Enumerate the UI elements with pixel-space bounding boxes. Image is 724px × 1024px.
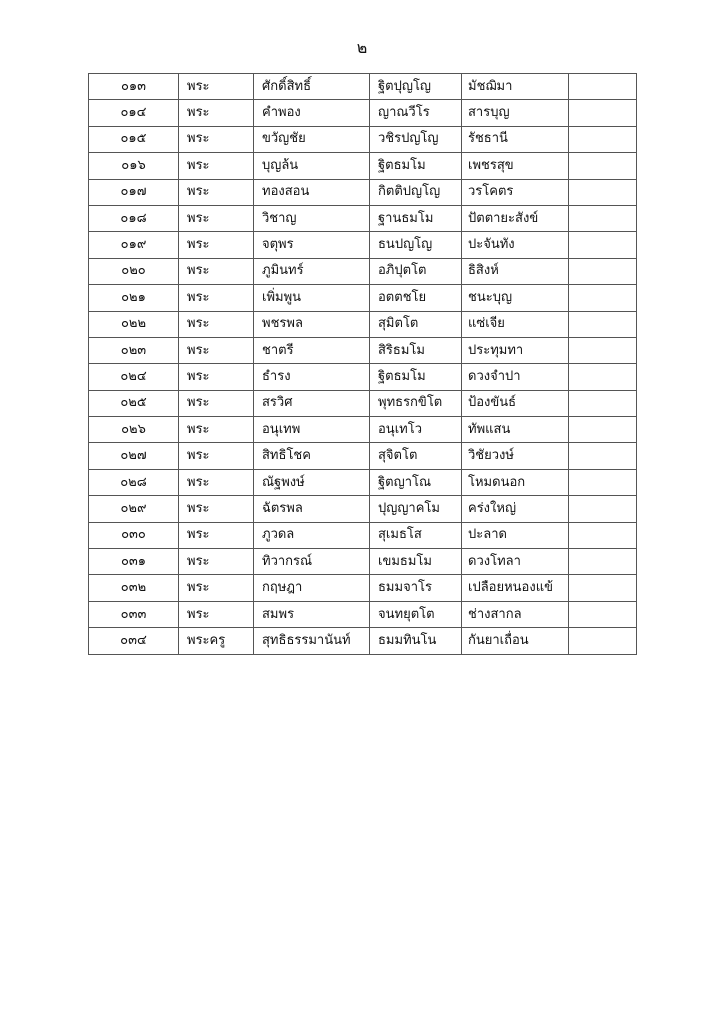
title-cell: พระครู (179, 628, 254, 654)
row-number-cell: ๐๓๑ (89, 549, 179, 575)
table-row (89, 126, 637, 152)
first-name-cell: ภูวดล (254, 522, 370, 548)
title-cell: พระ (179, 232, 254, 258)
table-row (89, 153, 637, 179)
note-cell (569, 179, 637, 205)
row-number-cell: ๐๑๘ (89, 205, 179, 231)
monastic-name-cell: กิตติปญโญ (370, 179, 462, 205)
first-name-cell: ณัฐพงษ์ (254, 469, 370, 495)
note-cell (569, 469, 637, 495)
roster-table (88, 73, 637, 655)
surname-cell: ธิสิงห์ (462, 258, 569, 284)
monastic-name-cell: ธมมทินโน (370, 628, 462, 654)
surname-cell: กันยาเถื่อน (462, 628, 569, 654)
row-number-cell: ๐๑๙ (89, 232, 179, 258)
roster-body (89, 74, 637, 655)
monastic-name-cell: ฐิตธมโม (370, 364, 462, 390)
table-row (89, 100, 637, 126)
surname-cell: ทัพแสน (462, 417, 569, 443)
first-name-cell: ทิวากรณ์ (254, 549, 370, 575)
title-cell: พระ (179, 364, 254, 390)
surname-cell: ปะจันทัง (462, 232, 569, 258)
monastic-name-cell: ฐิตธมโม (370, 153, 462, 179)
monastic-name-cell: ฐานธมโม (370, 205, 462, 231)
note-cell (569, 205, 637, 231)
row-number-cell: ๐๒๓ (89, 337, 179, 363)
row-number-cell: ๐๑๓ (89, 74, 179, 100)
table-row (89, 285, 637, 311)
row-number-cell: ๐๒๔ (89, 364, 179, 390)
surname-cell: วรโคตร (462, 179, 569, 205)
title-cell: พระ (179, 469, 254, 495)
title-cell: พระ (179, 549, 254, 575)
first-name-cell: อนุเทพ (254, 417, 370, 443)
first-name-cell: สมพร (254, 601, 370, 627)
row-number-cell: ๐๓๒ (89, 575, 179, 601)
note-cell (569, 285, 637, 311)
first-name-cell: สรวิศ (254, 390, 370, 416)
first-name-cell: บุญล้น (254, 153, 370, 179)
row-number-cell: ๐๑๕ (89, 126, 179, 152)
surname-cell: ชนะบุญ (462, 285, 569, 311)
first-name-cell: เพิ่มพูน (254, 285, 370, 311)
note-cell (569, 628, 637, 654)
surname-cell: ปะลาด (462, 522, 569, 548)
first-name-cell: ชาตรี (254, 337, 370, 363)
note-cell (569, 337, 637, 363)
table-row (89, 179, 637, 205)
row-number-cell: ๐๑๔ (89, 100, 179, 126)
title-cell: พระ (179, 285, 254, 311)
monastic-name-cell: ปุญญาคโม (370, 496, 462, 522)
note-cell (569, 258, 637, 284)
note-cell (569, 153, 637, 179)
title-cell: พระ (179, 205, 254, 231)
first-name-cell: พชรพล (254, 311, 370, 337)
title-cell: พระ (179, 74, 254, 100)
title-cell: พระ (179, 258, 254, 284)
monastic-name-cell: วชิรปญโญ (370, 126, 462, 152)
row-number-cell: ๐๓๔ (89, 628, 179, 654)
row-number-cell: ๐๑๗ (89, 179, 179, 205)
first-name-cell: คำพอง (254, 100, 370, 126)
note-cell (569, 496, 637, 522)
first-name-cell: กฤษฎา (254, 575, 370, 601)
note-cell (569, 522, 637, 548)
row-number-cell: ๐๑๖ (89, 153, 179, 179)
surname-cell: เพชรสุข (462, 153, 569, 179)
monastic-name-cell: จนทยุตโต (370, 601, 462, 627)
monastic-name-cell: อภิปุตโต (370, 258, 462, 284)
surname-cell: ประทุมทา (462, 337, 569, 363)
table-row (89, 443, 637, 469)
monastic-name-cell: ธนปญโญ (370, 232, 462, 258)
table-row (89, 549, 637, 575)
note-cell (569, 100, 637, 126)
note-cell (569, 575, 637, 601)
table-row (89, 232, 637, 258)
note-cell (569, 390, 637, 416)
table-row (89, 74, 637, 100)
row-number-cell: ๐๒๐ (89, 258, 179, 284)
monastic-name-cell: สุเมธโส (370, 522, 462, 548)
title-cell: พระ (179, 575, 254, 601)
table-row (89, 205, 637, 231)
note-cell (569, 417, 637, 443)
table-row (89, 469, 637, 495)
first-name-cell: สิทธิโชค (254, 443, 370, 469)
monastic-name-cell: อตตชโย (370, 285, 462, 311)
monastic-name-cell: เขมธมโม (370, 549, 462, 575)
note-cell (569, 232, 637, 258)
monastic-name-cell: สิริธมโม (370, 337, 462, 363)
note-cell (569, 601, 637, 627)
title-cell: พระ (179, 100, 254, 126)
table-row (89, 337, 637, 363)
title-cell: พระ (179, 179, 254, 205)
title-cell: พระ (179, 601, 254, 627)
table-row (89, 575, 637, 601)
table-row (89, 390, 637, 416)
row-number-cell: ๐๒๘ (89, 469, 179, 495)
surname-cell: คร่งใหญ่ (462, 496, 569, 522)
title-cell: พระ (179, 417, 254, 443)
table-row (89, 417, 637, 443)
note-cell (569, 74, 637, 100)
title-cell: พระ (179, 390, 254, 416)
monastic-name-cell: สุจิตโต (370, 443, 462, 469)
title-cell: พระ (179, 522, 254, 548)
monastic-name-cell: ฐิตญาโณ (370, 469, 462, 495)
row-number-cell: ๐๒๖ (89, 417, 179, 443)
table-row (89, 364, 637, 390)
monastic-name-cell: สุมิตโต (370, 311, 462, 337)
surname-cell: ปัตตายะสังข์ (462, 205, 569, 231)
table-row (89, 496, 637, 522)
note-cell (569, 126, 637, 152)
monastic-name-cell: ญาณวีโร (370, 100, 462, 126)
first-name-cell: ธำรง (254, 364, 370, 390)
title-cell: พระ (179, 126, 254, 152)
first-name-cell: จตุพร (254, 232, 370, 258)
surname-cell: ช่างสากล (462, 601, 569, 627)
first-name-cell: วิชาญ (254, 205, 370, 231)
table-row (89, 601, 637, 627)
table-row (89, 522, 637, 548)
row-number-cell: ๐๒๒ (89, 311, 179, 337)
title-cell: พระ (179, 337, 254, 363)
row-number-cell: ๐๒๑ (89, 285, 179, 311)
monastic-name-cell: ฐิตปุญโญ (370, 74, 462, 100)
first-name-cell: ทองสอน (254, 179, 370, 205)
title-cell: พระ (179, 496, 254, 522)
title-cell: พระ (179, 311, 254, 337)
first-name-cell: ฉัตรพล (254, 496, 370, 522)
row-number-cell: ๐๓๓ (89, 601, 179, 627)
page-number: ๒ (356, 38, 368, 57)
table-row (89, 628, 637, 654)
note-cell (569, 443, 637, 469)
surname-cell: วิชัยวงษ์ (462, 443, 569, 469)
surname-cell: โหมดนอก (462, 469, 569, 495)
first-name-cell: ขวัญชัย (254, 126, 370, 152)
surname-cell: ดวงโทลา (462, 549, 569, 575)
table-row (89, 311, 637, 337)
title-cell: พระ (179, 153, 254, 179)
first-name-cell: สุทธิธรรมานันท์ (254, 628, 370, 654)
row-number-cell: ๐๒๙ (89, 496, 179, 522)
surname-cell: ดวงจำปา (462, 364, 569, 390)
note-cell (569, 311, 637, 337)
note-cell (569, 549, 637, 575)
first-name-cell: ภูมินทร์ (254, 258, 370, 284)
surname-cell: ป้องขันธ์ (462, 390, 569, 416)
row-number-cell: ๐๒๕ (89, 390, 179, 416)
surname-cell: เปลือยหนองแข้ (462, 575, 569, 601)
row-number-cell: ๐๓๐ (89, 522, 179, 548)
surname-cell: มัชฌิมา (462, 74, 569, 100)
table-row (89, 258, 637, 284)
surname-cell: รัชธานี (462, 126, 569, 152)
surname-cell: สารบุญ (462, 100, 569, 126)
note-cell (569, 364, 637, 390)
first-name-cell: ศักดิ์สิทธิ์ (254, 74, 370, 100)
monastic-name-cell: ธมมจาโร (370, 575, 462, 601)
row-number-cell: ๐๒๗ (89, 443, 179, 469)
title-cell: พระ (179, 443, 254, 469)
surname-cell: แซ่เจีย (462, 311, 569, 337)
monastic-name-cell: พุทธรกขิโต (370, 390, 462, 416)
monastic-name-cell: อนุเทโว (370, 417, 462, 443)
